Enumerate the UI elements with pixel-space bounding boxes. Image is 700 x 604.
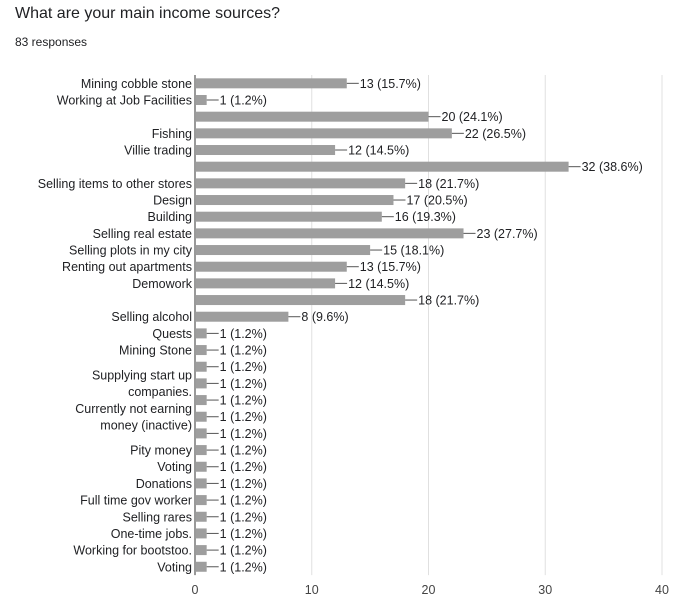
bar — [196, 95, 207, 105]
x-tick-label: 10 — [304, 583, 319, 598]
data-label: 1 (1.2%) — [219, 443, 267, 458]
data-label: 1 (1.2%) — [219, 426, 267, 441]
data-label: 8 (9.6%) — [301, 310, 349, 325]
question-title: What are your main income sources? — [15, 5, 280, 22]
category-label: companies. — [128, 385, 192, 400]
bar — [196, 262, 347, 272]
data-label: 12 (14.5%) — [348, 276, 410, 291]
bar — [196, 245, 370, 255]
data-label: 1 (1.2%) — [219, 560, 267, 575]
bar — [196, 478, 207, 488]
data-label: 1 (1.2%) — [219, 360, 267, 375]
category-label: Working at Job Facilities — [56, 93, 192, 108]
category-label: Selling plots in my city — [69, 243, 192, 258]
bar — [196, 178, 405, 188]
category-label: Working for bootstoo. — [73, 543, 192, 558]
data-label: 18 (21.7%) — [418, 176, 480, 191]
category-label: Fishing — [151, 126, 192, 141]
x-tick-label: 40 — [655, 583, 669, 598]
category-label: Mining Stone — [119, 343, 192, 358]
data-label: 16 (19.3%) — [394, 210, 456, 225]
bar — [196, 428, 207, 438]
data-label: 1 (1.2%) — [219, 543, 267, 558]
bar — [196, 345, 207, 355]
bar — [196, 312, 288, 322]
bar — [196, 295, 405, 305]
bar — [196, 445, 207, 455]
bar — [196, 395, 207, 405]
data-label: 1 (1.2%) — [219, 326, 267, 341]
category-label: Supplying start up — [91, 368, 192, 383]
data-label: 17 (20.5%) — [406, 193, 468, 208]
bar — [196, 495, 207, 505]
data-label: 1 (1.2%) — [219, 93, 267, 108]
category-label: Building — [147, 210, 192, 225]
bar — [196, 328, 207, 338]
bar — [196, 562, 207, 572]
category-label: Full time gov worker — [80, 493, 192, 508]
category-label: Demowork — [132, 276, 192, 291]
data-label: 1 (1.2%) — [219, 393, 267, 408]
category-label: Selling items to other stores — [37, 176, 192, 191]
bar — [196, 228, 464, 238]
bar — [196, 528, 207, 538]
data-label: 32 (38.6%) — [581, 160, 643, 175]
data-label: 1 (1.2%) — [219, 510, 267, 525]
category-label: Voting — [157, 460, 192, 475]
data-label: 12 (14.5%) — [348, 143, 410, 158]
bar — [196, 195, 393, 205]
category-label: Quests — [152, 326, 192, 341]
data-label: 23 (27.7%) — [476, 226, 538, 241]
category-label: Villie trading — [124, 143, 192, 158]
category-label: Renting out apartments — [62, 260, 192, 275]
bar — [196, 278, 335, 288]
data-label: 1 (1.2%) — [219, 410, 267, 425]
data-label: 1 (1.2%) — [219, 526, 267, 541]
bar — [196, 362, 207, 372]
bar — [196, 128, 452, 138]
data-label: 1 (1.2%) — [219, 493, 267, 508]
category-label: Donations — [135, 476, 192, 491]
bar — [196, 412, 207, 422]
response-count: 83 responses — [15, 35, 88, 49]
bar — [196, 512, 207, 522]
bar — [196, 545, 207, 555]
category-label: Pity money — [130, 443, 192, 458]
data-label: 18 (21.7%) — [418, 293, 480, 308]
data-label: 1 (1.2%) — [219, 376, 267, 391]
data-label: 1 (1.2%) — [219, 476, 267, 491]
bar — [196, 78, 347, 88]
x-tick-label: 30 — [538, 583, 553, 598]
category-label: Selling rares — [122, 510, 192, 525]
x-tick-label: 20 — [421, 583, 436, 598]
category-label: Mining cobble stone — [80, 76, 192, 91]
bar — [196, 462, 207, 472]
data-label: 20 (24.1%) — [441, 110, 503, 125]
category-label: One-time jobs. — [110, 526, 192, 541]
data-label: 22 (26.5%) — [464, 126, 527, 141]
category-label: Selling alcohol — [111, 310, 192, 325]
bar — [196, 212, 382, 222]
category-label: Currently not earning — [75, 401, 192, 416]
data-label: 15 (18.1%) — [383, 243, 445, 258]
category-label: Voting — [157, 560, 192, 575]
category-label: money (inactive) — [100, 418, 192, 433]
data-label: 1 (1.2%) — [219, 343, 267, 358]
x-tick-label: 0 — [191, 583, 199, 598]
bar — [196, 145, 335, 155]
category-label: Selling real estate — [92, 226, 192, 241]
bar — [196, 112, 429, 122]
bar — [196, 378, 207, 388]
data-label: 13 (15.7%) — [359, 76, 421, 91]
data-label: 1 (1.2%) — [219, 460, 267, 475]
data-label: 13 (15.7%) — [359, 260, 421, 275]
category-label: Design — [153, 193, 192, 208]
bar — [196, 162, 569, 172]
